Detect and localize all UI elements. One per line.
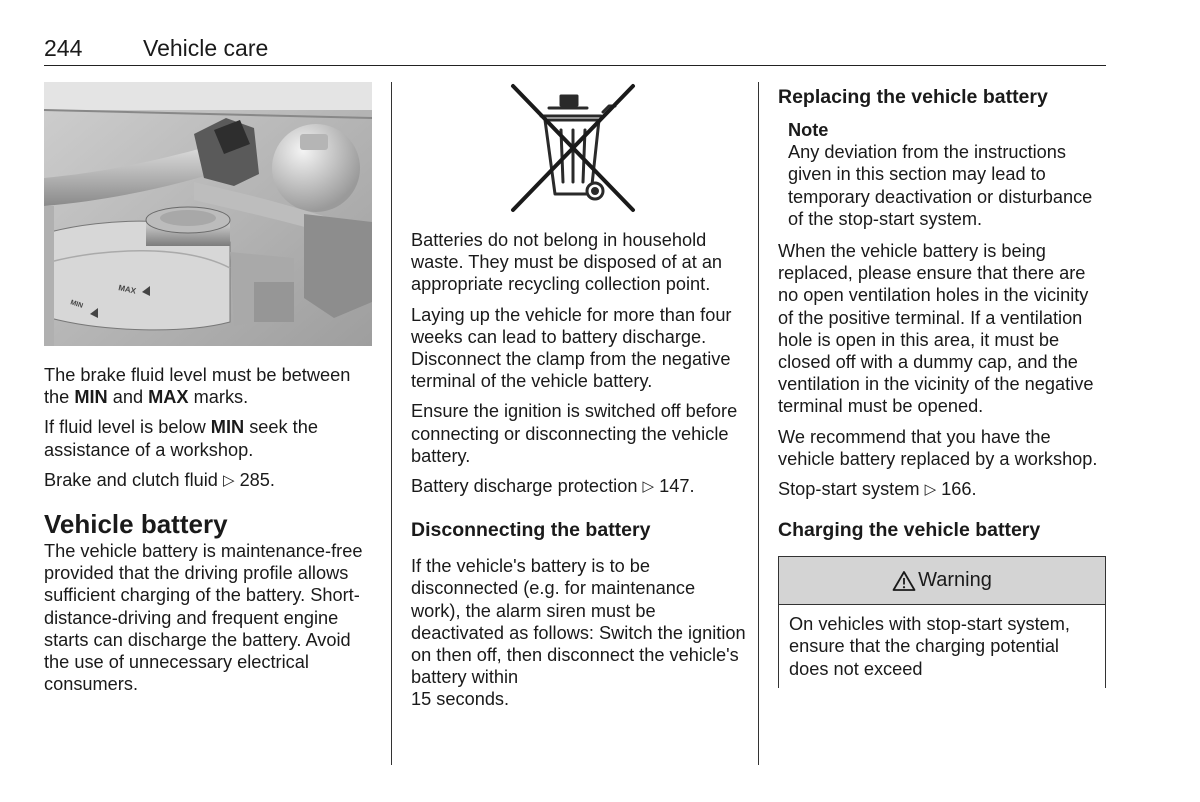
note-block (778, 119, 1106, 230)
stop-start-reference[interactable]: Stop-start system ▷ 166. (778, 479, 977, 500)
column-1 (44, 364, 376, 695)
column-divider (758, 82, 759, 765)
brake-fluid-level-paragraph: The brake fluid level must be between the MIN and MAX marks. (44, 365, 351, 408)
crossed-out-wheelie-bin-icon (505, 82, 641, 214)
warning-title: Warning (918, 569, 992, 592)
disconnecting-battery-heading: Disconnecting the battery (411, 519, 651, 542)
ventilation-holes-paragraph: When the vehicle battery is being replaced, please ensure that there are no open ventilation holes in the vicinity of the positive terminal. If a ventilation hole is open in this area, it must be closed off with a dummy cap, and the ventilation in the vicinity of the negative terminal must be opened. (778, 241, 1094, 417)
vehicle-battery-paragraph: The vehicle battery is maintenance-free provided that the driving profile allows sufficient charging of the battery. Short-distance-driving and frequent engine starts can discharge the battery. Avoid the use of unnecessary electrical consumers. (44, 541, 363, 695)
column-3 (778, 85, 1106, 688)
battery-disposal-paragraph: Batteries do not belong in household waste. They must be disposed of at an appropriate recycling collection point. (411, 230, 723, 295)
column-2 (411, 229, 746, 711)
brake-fluid-reservoir-photo (44, 82, 372, 346)
disconnecting-paragraph: If the vehicle's battery is to be disconnected (e.g. for maintenance work), the alarm siren must be deactivated as follows: Switch the ignition on then off, then disconnect the vehicle's battery within 15 seconds. (411, 556, 746, 710)
ignition-off-paragraph: Ensure the ignition is switched off before connecting or disconnecting the vehicle battery. (411, 401, 738, 466)
replacing-battery-heading: Replacing the vehicle battery (778, 86, 1048, 108)
workshop-recommendation-paragraph: We recommend that you have the vehicle battery replaced by a workshop. (778, 426, 1098, 469)
note-text: Any deviation from the instructions given in this section may lead to temporary deactivation or disturbance of the stop-start system. (788, 142, 1093, 229)
page-title: Vehicle care (143, 35, 269, 61)
warning-triangle-icon (892, 570, 916, 592)
vehicle-battery-heading: Vehicle battery (44, 509, 228, 540)
warning-text: On vehicles with stop-start system, ensure that the charging potential does not exceed (789, 614, 1070, 679)
laying-up-paragraph: Laying up the vehicle for more than four weeks can lead to battery discharge. Disconnect the clamp from the negative terminal of the vehicle battery. (411, 304, 732, 392)
page-number: 244 (44, 35, 83, 61)
page-header (44, 34, 1106, 66)
warning-header (779, 557, 1105, 605)
fluid-below-min-paragraph: If fluid level is below MIN seek the assistance of a workshop. (44, 417, 318, 460)
brake-clutch-fluid-reference[interactable]: Brake and clutch fluid ▷ 285. (44, 469, 275, 490)
column-divider (391, 82, 392, 765)
max-mark-label: MAX (117, 283, 137, 296)
min-mark-label: MIN (69, 299, 84, 310)
charging-battery-heading: Charging the vehicle battery (778, 519, 1041, 542)
warning-box (778, 556, 1106, 688)
reference-arrow-icon: ▷ (924, 481, 937, 499)
reference-arrow-icon: ▷ (642, 478, 655, 496)
discharge-protection-reference[interactable]: Battery discharge protection ▷ 147. (411, 476, 695, 497)
note-title: Note (788, 120, 829, 140)
reference-arrow-icon: ▷ (222, 471, 235, 489)
warning-body (779, 605, 1105, 688)
